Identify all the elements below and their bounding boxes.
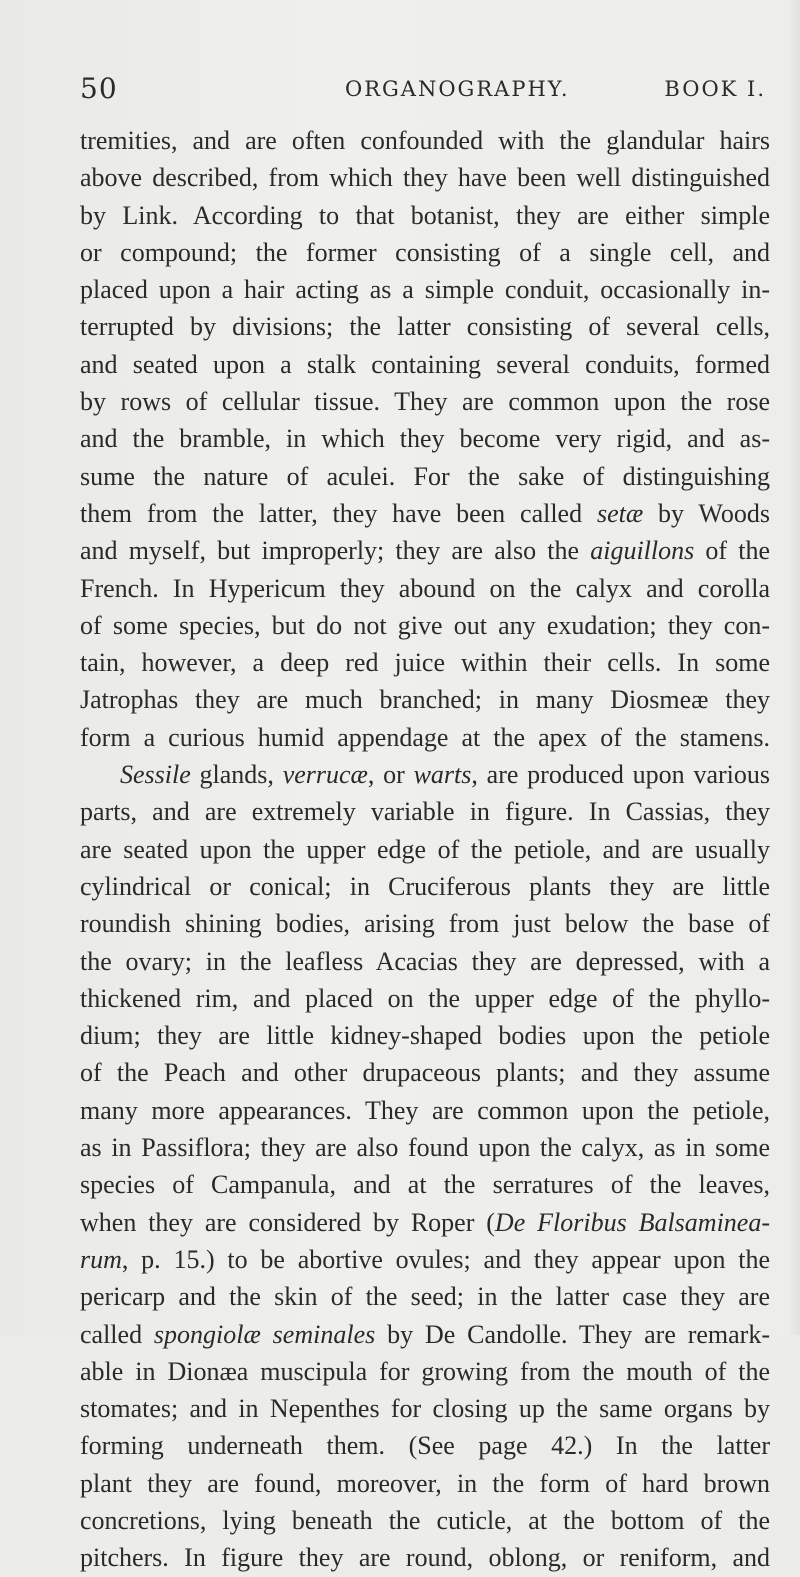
text-line <box>80 1054 770 1091</box>
text-line <box>80 1427 770 1464</box>
text-segment: many more appearances. They are common upon the petiole, <box>80 1095 770 1125</box>
text-line <box>80 532 770 569</box>
italic-text: rum <box>80 1244 122 1274</box>
text-line <box>80 607 770 644</box>
text-line <box>80 1353 770 1390</box>
page-edge-shadow <box>788 0 800 1335</box>
text-segment: glands, <box>190 760 283 790</box>
text-segment: pericarp and the skin of the seed; in the latter case they are <box>80 1282 770 1312</box>
text-line <box>80 197 770 234</box>
text-segment: form a curious humid appendage at the apex of the stamens. <box>80 722 770 752</box>
text-segment: stomates; and in Nepenthes for closing up the same organs by <box>80 1394 770 1424</box>
running-head <box>80 72 766 112</box>
text-line <box>80 1390 770 1427</box>
text-line <box>80 719 770 756</box>
text-line <box>80 793 770 830</box>
text-line <box>80 420 770 457</box>
text-line <box>80 1129 770 1166</box>
italic-text: verrucæ <box>282 760 368 790</box>
text-segment: and myself, but improperly; they are also the <box>80 536 591 566</box>
text-segment: sume the nature of aculei. For the sake of distinguishing <box>80 461 770 491</box>
text-segment: forming underneath them. (See page 42.) In the latter <box>80 1431 770 1461</box>
text-segment: are seated upon the upper edge of the petiole, and are usually <box>80 834 770 864</box>
text-segment: placed upon a hair acting as a simple conduit, occasionally in- <box>80 275 770 305</box>
text-line <box>80 570 770 607</box>
italic-text: setæ <box>596 498 644 528</box>
text-segment: them from the latter, they have been called <box>80 498 597 528</box>
text-segment: called <box>80 1319 154 1349</box>
text-segment: by rows of cellular tissue. They are common upon the rose <box>80 387 770 417</box>
text-segment: tain, however, a deep red juice within their cells. In some <box>80 648 770 678</box>
text-line <box>80 1316 770 1353</box>
text-segment: French. In Hypericum they abound on the calyx and corolla <box>80 573 770 603</box>
text-segment: plant they are found, moreover, in the form of hard brown <box>80 1468 770 1498</box>
text-segment: of the Peach and other drupaceous plants; and they assume <box>80 1058 770 1088</box>
text-line <box>80 905 770 942</box>
text-segment: , or <box>367 760 414 790</box>
text-segment: above described, from which they have been well distinguished <box>80 163 770 193</box>
text-line <box>80 1241 770 1278</box>
body-text <box>80 122 770 1577</box>
italic-text: aiguillons <box>590 536 695 566</box>
italic-text: De Floribus Balsaminea- <box>494 1207 770 1237</box>
book-label: BOOK I. <box>664 77 766 101</box>
text-segment: parts, and are extremely variable in figure. In Cassias, they <box>80 797 770 827</box>
text-line <box>80 458 770 495</box>
text-segment: of some species, but do not give out any exudation; they con- <box>80 610 770 640</box>
text-line <box>80 308 770 345</box>
text-line <box>80 234 770 271</box>
text-line <box>80 1017 770 1054</box>
text-line <box>80 1278 770 1315</box>
text-segment: or compound; the former consisting of a single cell, and <box>80 237 770 267</box>
text-line <box>80 1539 770 1576</box>
text-segment: terrupted by divisions; the latter consisting of several cells, <box>80 312 770 342</box>
text-line <box>80 122 770 159</box>
text-line <box>80 1166 770 1203</box>
text-segment: of the <box>694 536 770 566</box>
text-segment: the ovary; in the leafless Acacias they are depressed, with a <box>80 946 770 976</box>
text-line <box>80 868 770 905</box>
italic-text: warts <box>413 760 472 790</box>
text-line <box>80 1465 770 1502</box>
text-segment: tremities, and are often confounded with the glandular hairs <box>80 126 770 155</box>
text-segment: Jatrophas they are much branched; in many Diosmeæ they <box>80 685 770 715</box>
italic-text: Sessile <box>120 760 191 790</box>
text-segment: thickened rim, and placed on the upper edge of the phyllo- <box>80 983 770 1013</box>
text-line <box>80 756 770 793</box>
text-line <box>80 1204 770 1241</box>
text-segment: by Link. According to that botanist, they are either simple <box>80 200 770 230</box>
text-line <box>80 644 770 681</box>
text-segment: , are produced upon various <box>471 760 770 790</box>
text-segment: pitchers. In figure they are round, oblong, or reniform, and <box>80 1543 770 1573</box>
text-segment: when they are considered by Roper ( <box>80 1207 495 1237</box>
text-line <box>80 159 770 196</box>
text-segment: cylindrical or conical; in Cruciferous plants they are little <box>80 871 770 901</box>
text-line <box>80 1502 770 1539</box>
text-segment: concretions, lying beneath the cuticle, at the bottom of the <box>80 1505 770 1535</box>
text-segment: by Woods <box>643 498 770 528</box>
text-line <box>80 346 770 383</box>
text-line <box>80 495 770 532</box>
running-title: ORGANOGRAPHY. <box>345 77 570 101</box>
page-number: 50 <box>80 72 118 105</box>
text-segment: and seated upon a stalk containing several conduits, formed <box>80 349 770 379</box>
text-line <box>80 681 770 718</box>
text-segment: as in Passiflora; they are also found upon the calyx, as in some <box>80 1133 770 1163</box>
text-line <box>80 980 770 1017</box>
text-line <box>80 271 770 308</box>
text-segment: able in Dionæa muscipula for growing from the mouth of the <box>80 1356 770 1386</box>
text-line <box>80 943 770 980</box>
text-line <box>80 383 770 420</box>
text-segment: and the bramble, in which they become very rigid, and as- <box>80 424 770 454</box>
text-segment: roundish shining bodies, arising from just below the base of <box>80 909 770 939</box>
text-segment: species of Campanula, and at the serratures of the leaves, <box>80 1170 770 1200</box>
text-line <box>80 831 770 868</box>
text-line <box>80 1092 770 1129</box>
text-segment: by De Candolle. They are remark- <box>375 1319 770 1349</box>
text-segment: dium; they are little kidney-shaped bodies upon the petiole <box>80 1021 770 1051</box>
text-segment: , p. 15.) to be abortive ovules; and they appear upon the <box>121 1244 770 1274</box>
italic-text: spongiolæ seminales <box>153 1319 376 1349</box>
